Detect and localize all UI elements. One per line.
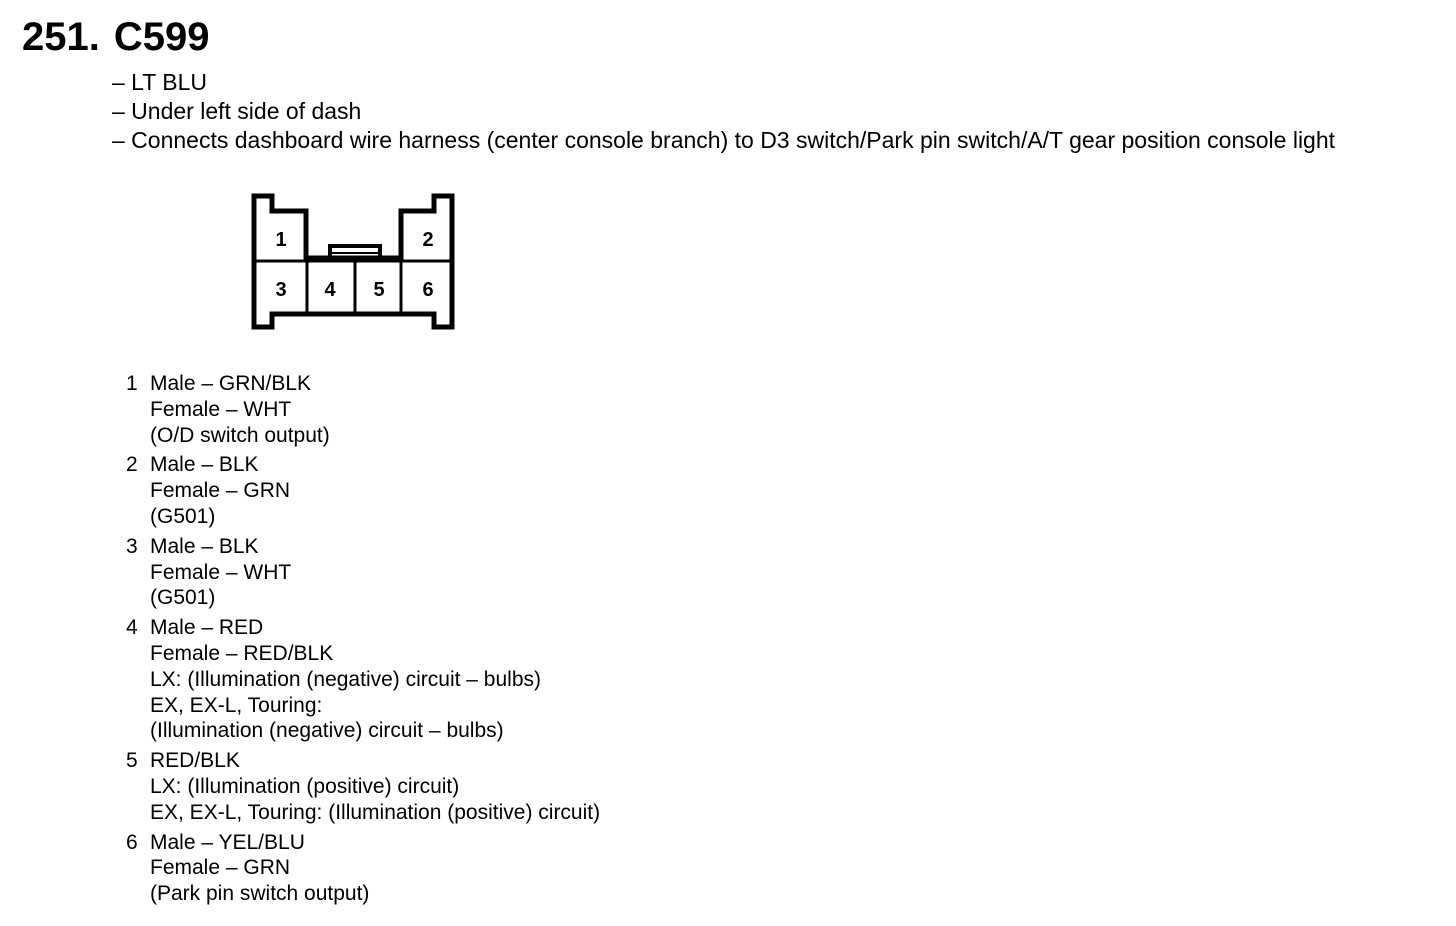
pin-number: 4 bbox=[126, 616, 138, 640]
pin-line: (G501) bbox=[150, 586, 216, 610]
cavity-label: 3 bbox=[275, 279, 287, 301]
section-number: 251. bbox=[22, 15, 100, 59]
pin-line: LX: (Illumination (negative) circuit – bulbs) bbox=[150, 667, 542, 691]
page-title bbox=[22, 14, 209, 60]
pin-entry bbox=[126, 534, 600, 611]
cavity-label: 2 bbox=[422, 229, 434, 251]
pin-line: Male – BLK bbox=[150, 534, 259, 558]
pin-line: Male – GRN/BLK bbox=[150, 372, 312, 395]
pin-number: 2 bbox=[126, 453, 138, 477]
pin-number: 1 bbox=[126, 372, 138, 395]
pin-line: Male – RED bbox=[150, 616, 264, 640]
pin-line: Female – GRN bbox=[150, 856, 291, 880]
cavity-label: 1 bbox=[275, 229, 287, 251]
pin-line: Female – WHT bbox=[150, 397, 292, 421]
pin-line: Female – GRN bbox=[150, 479, 291, 503]
pin-line: Female – WHT bbox=[150, 560, 292, 584]
pin-entry bbox=[126, 748, 600, 825]
pin-entry bbox=[126, 452, 600, 529]
pin-number: 5 bbox=[126, 749, 138, 773]
connector-face-diagram bbox=[250, 192, 465, 334]
cavity-label: 4 bbox=[324, 279, 336, 301]
connector-connects: – Connects dashboard wire harness (center console branch) to D3 switch/Park pin switch/A/T gear position console light bbox=[112, 127, 1336, 153]
connector-description bbox=[112, 68, 1335, 155]
cavity-label: 6 bbox=[422, 279, 434, 301]
pin-list bbox=[126, 371, 600, 911]
pin-line: EX, EX-L, Touring: bbox=[150, 693, 323, 717]
connector-color: – LT BLU bbox=[112, 69, 208, 95]
pin-line: RED/BLK bbox=[150, 749, 240, 773]
pin-line: Male – BLK bbox=[150, 453, 259, 477]
pin-line: Male – YEL/BLU bbox=[150, 830, 305, 854]
pin-entry bbox=[126, 615, 600, 744]
pin-line: (Illumination (negative) circuit – bulbs) bbox=[150, 719, 504, 743]
pin-line: LX: (Illumination (positive) circuit) bbox=[150, 774, 460, 798]
pin-line: (G501) bbox=[150, 504, 216, 528]
pin-number: 6 bbox=[126, 830, 138, 854]
pin-entry bbox=[126, 371, 600, 448]
connector-location: – Under left side of dash bbox=[112, 98, 362, 124]
connector-id: C599 bbox=[113, 15, 210, 59]
pin-line: Female – RED/BLK bbox=[150, 641, 334, 665]
pin-line: EX, EX-L, Touring: (Illumination (positive) circuit) bbox=[150, 800, 601, 824]
cavity-label: 5 bbox=[373, 279, 385, 301]
pin-entry bbox=[126, 830, 600, 907]
pin-line: (Park pin switch output) bbox=[150, 882, 370, 906]
pin-number: 3 bbox=[126, 534, 138, 558]
pin-line: (O/D switch output) bbox=[150, 423, 330, 447]
